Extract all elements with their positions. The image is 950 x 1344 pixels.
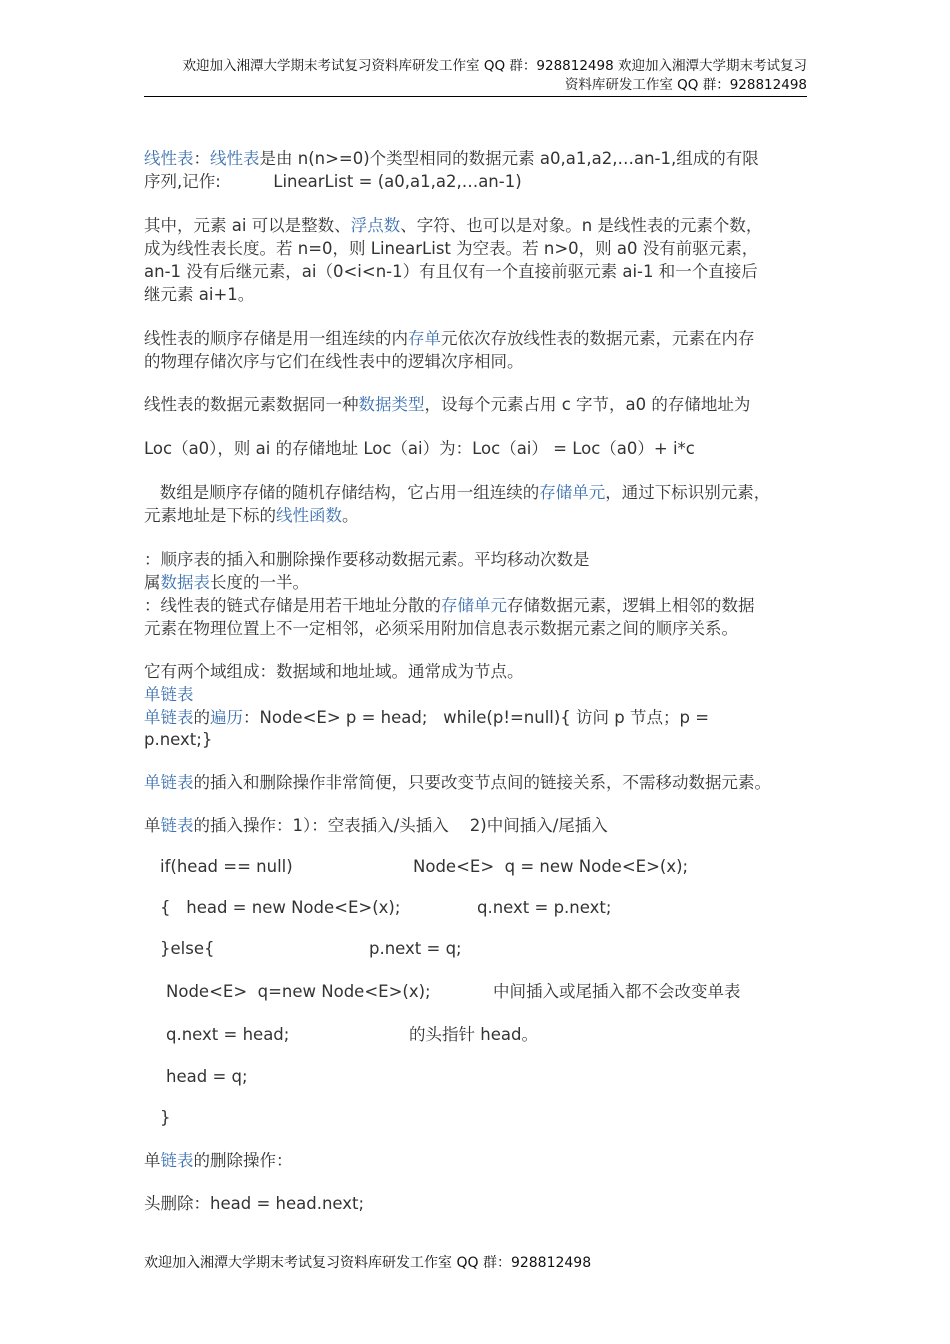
code-line: }else{: [160, 939, 215, 958]
text-line: 元素在物理位置上不一定相邻，必须采用附加信息表示数据元素之间的顺序关系。: [144, 619, 738, 638]
link-text[interactable]: 链表: [160, 816, 194, 835]
link-text[interactable]: 线性表: [144, 149, 194, 168]
link-text[interactable]: 线性函数: [276, 506, 342, 525]
link-text[interactable]: 遍历: [210, 708, 243, 727]
text-line: [144, 815, 608, 837]
link-text[interactable]: 线性表: [210, 149, 260, 168]
text-line: 成为线性表长度。若 n=0，则 LinearList 为空表。若 n>0，则 a0 没有前驱元素，: [144, 239, 759, 258]
text-line: [144, 707, 709, 729]
text-line: [144, 572, 309, 594]
text-span: ：线性表的链式存储是用若干地址分散的: [144, 596, 441, 615]
text-span: ：Node<E> p = head; while(p!=null){ 访问 p 节点；p =: [243, 708, 710, 727]
text-line: [144, 772, 771, 794]
text-line: 它有两个域组成：数据域和地址域。通常成为节点。: [144, 662, 524, 681]
text-line: [144, 505, 359, 527]
text-span: 的: [193, 708, 210, 727]
code-line: p.next = q;: [369, 939, 462, 958]
text-span: 属: [144, 573, 161, 592]
text-line: [144, 328, 755, 350]
text-line: [144, 482, 770, 504]
text-span: 、字符、也可以是对象。n 是线性表的元素个数，: [400, 216, 763, 235]
link-text[interactable]: 链表: [160, 1151, 194, 1170]
link-text[interactable]: 存储单元: [539, 483, 606, 502]
text-span: 长度的一半。: [210, 573, 309, 592]
text-line: 继元素 ai+1。: [144, 285, 255, 304]
header-line-2: 资料库研发工作室 QQ 群：928812498: [564, 77, 807, 93]
text-span: 线性表的顺序存储是用一组连续的内: [144, 329, 408, 348]
code-line: q.next = head;: [166, 1025, 290, 1044]
code-comment: 的头指针 head。: [409, 1025, 538, 1044]
code-line: Node<E> q=new Node<E>(x);: [166, 982, 431, 1001]
code-line: { head = new Node<E>(x);: [160, 898, 401, 917]
text-span: 的插入和删除操作非常简便，只要改变节点间的链接关系，不需移动数据元素。: [193, 773, 771, 792]
text-span: 元依次存放线性表的数据元素，元素在内存: [441, 329, 755, 348]
text-span: 。: [342, 506, 359, 525]
code-line: head = q;: [166, 1067, 248, 1086]
text-span: 单: [144, 816, 161, 835]
text-span: 的删除操作：: [193, 1151, 293, 1170]
text-line: [144, 215, 762, 237]
link-text[interactable]: 单链表: [144, 685, 194, 704]
text-span: 数组是顺序存储的随机存储结构，它占用一组连续的: [144, 483, 540, 502]
text-span: 是由 n(n>=0)个类型相同的数据元素 a0,a1,a2,…an-1,组成的有限: [259, 149, 759, 168]
text-line: Loc（a0），则 ai 的存储地址 Loc（ai）为：Loc（ai） = Loc（a0）+ i*c: [144, 439, 695, 458]
page-footer: 欢迎加入湘潭大学期末考试复习资料库研发工作室 QQ 群：928812498: [144, 1255, 592, 1271]
code-line: if(head == null): [160, 857, 293, 876]
text-span: 单: [144, 1151, 161, 1170]
text-span: 其中，元素 ai 可以是整数、: [144, 216, 351, 235]
text-span: 的插入操作：1）：空表插入/头插入 2)中间插入/尾插入: [193, 816, 608, 835]
header-divider: [144, 96, 807, 97]
text-line: ：顺序表的插入和删除操作要移动数据元素。平均移动次数是: [144, 550, 590, 569]
link-text[interactable]: 单链表: [144, 773, 194, 792]
text-span: ：: [193, 149, 210, 168]
text-span: 存储数据元素，逻辑上相邻的数据: [507, 596, 755, 615]
code-line: q.next = p.next;: [477, 898, 612, 917]
link-text[interactable]: 浮点数: [350, 216, 401, 235]
text-line: p.next;}: [144, 730, 213, 749]
text-span: 线性表的数据元素数据同一种: [144, 395, 359, 414]
code-comment: 中间插入或尾插入都不会改变单表: [493, 982, 741, 1001]
text-line: [144, 1150, 293, 1172]
text-line: [144, 394, 750, 416]
page-header: [144, 57, 807, 95]
text-line: 序列,记作: LinearList = (a0,a1,a2,…an-1): [144, 172, 522, 191]
link-text[interactable]: 数据类型: [358, 395, 425, 414]
text-span: ，设每个元素占用 c 字节，a0 的存储地址为: [424, 395, 751, 414]
link-text[interactable]: 存储单元: [441, 596, 507, 615]
code-line: }: [160, 1108, 171, 1127]
code-line: Node<E> q = new Node<E>(x);: [413, 857, 689, 876]
text-line: [144, 595, 755, 617]
header-line-1: 欢迎加入湘潭大学期末考试复习资料库研发工作室 QQ 群：928812498 欢迎加入湘潭大学期末考试复习: [182, 58, 807, 74]
text-line: an-1 没有后继元素，ai（0<i<n-1）有且仅有一个直接前驱元素 ai-1 和一个直接后: [144, 262, 758, 281]
link-text[interactable]: 数据表: [160, 573, 210, 592]
text-span: ，通过下标识别元素，: [605, 483, 771, 502]
link-text[interactable]: 单链表: [144, 708, 194, 727]
link-text[interactable]: 存单: [408, 329, 441, 348]
text-span: 元素地址是下标的: [144, 506, 276, 525]
text-line: [144, 148, 759, 170]
text-line: 的物理存储次序与它们在线性表中的逻辑次序相同。: [144, 352, 524, 371]
text-line: 头删除：head = head.next;: [144, 1194, 365, 1213]
